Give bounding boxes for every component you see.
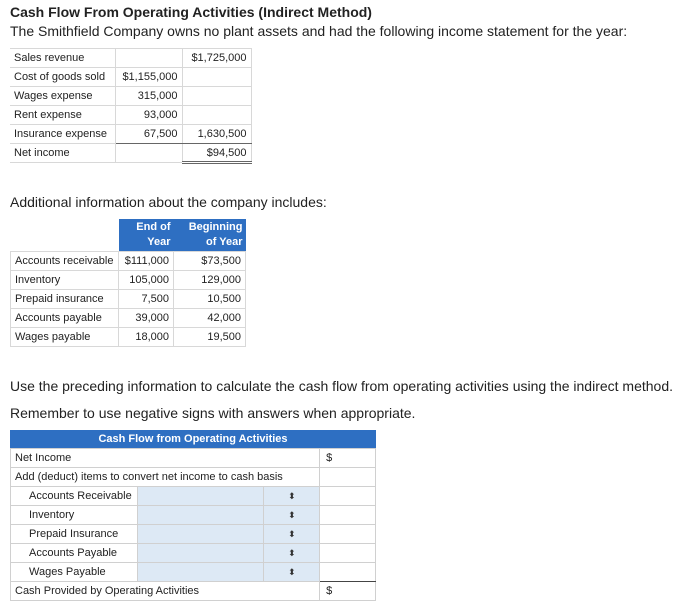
adjustment-row: [11, 544, 376, 563]
adjustment-label: Wages Payable: [11, 563, 138, 582]
end-value: 7,500: [119, 290, 174, 309]
accounts-payable-input[interactable]: [138, 544, 264, 563]
adjust-label: Add (deduct) items to convert net income to cash basis: [11, 468, 320, 487]
prepaid-insurance-input[interactable]: [138, 525, 264, 544]
adjustment-row: [11, 563, 376, 582]
begin-value: $73,500: [174, 252, 246, 271]
row-label: Wages payable: [11, 328, 119, 347]
column-value: $1,155,000: [115, 68, 182, 87]
begin-value: 10,500: [174, 290, 246, 309]
column-value: [115, 144, 182, 163]
row-label: Prepaid insurance: [11, 290, 119, 309]
instruction-text: Use the preceding information to calculate the cash flow from operating activities using the indirect method.: [10, 378, 674, 394]
empty-cell: [320, 468, 376, 487]
wages-payable-input[interactable]: [138, 563, 264, 582]
empty-cell: [320, 563, 376, 582]
sign-select[interactable]: [264, 544, 320, 563]
sign-select[interactable]: [264, 563, 320, 582]
net-income-row: [11, 449, 376, 468]
balance-table: [10, 219, 246, 347]
empty-header: [11, 219, 119, 252]
column-value: 315,000: [115, 87, 182, 106]
row-label: Cost of goods sold: [10, 68, 115, 87]
table-row: [11, 252, 246, 271]
accounts-receivable-input[interactable]: [138, 487, 264, 506]
total-input[interactable]: [320, 582, 376, 601]
empty-cell: [320, 525, 376, 544]
net-income-label: Net Income: [11, 449, 320, 468]
total-value: $94,500: [182, 144, 251, 163]
table-row: [10, 87, 251, 106]
total-value: [182, 106, 251, 125]
currency-symbol: $: [326, 452, 333, 464]
table-row: [10, 68, 251, 87]
total-value: $1,725,000: [182, 49, 251, 68]
empty-cell: [320, 487, 376, 506]
end-value: 18,000: [119, 328, 174, 347]
table-row: [10, 144, 251, 163]
total-value: [182, 68, 251, 87]
begin-value: 129,000: [174, 271, 246, 290]
row-label: Sales revenue: [10, 49, 115, 68]
sign-select[interactable]: [264, 506, 320, 525]
cash-flow-form: [10, 430, 376, 601]
adjust-header-row: [11, 468, 376, 487]
header-beginning-of-year: Beginning of Year: [174, 219, 246, 252]
row-label: Wages expense: [10, 87, 115, 106]
instruction-note: Remember to use negative signs with answers when appropriate.: [10, 405, 416, 421]
column-value: 93,000: [115, 106, 182, 125]
row-label: Accounts receivable: [11, 252, 119, 271]
up-down-arrows-icon: ⬍: [287, 510, 296, 520]
up-down-arrows-icon: ⬍: [287, 567, 296, 577]
net-income-input[interactable]: [320, 449, 376, 468]
problem-description: The Smithfield Company owns no plant assets and had the following income statement for the year:: [10, 23, 628, 39]
begin-value: 42,000: [174, 309, 246, 328]
table-row: [11, 328, 246, 347]
table-header-row: [11, 219, 246, 252]
empty-cell: [320, 506, 376, 525]
begin-value: 19,500: [174, 328, 246, 347]
row-label: Insurance expense: [10, 125, 115, 144]
up-down-arrows-icon: ⬍: [287, 548, 296, 558]
adjustment-row: [11, 525, 376, 544]
header-end-of-year: End of Year: [119, 219, 174, 252]
sign-select[interactable]: [264, 525, 320, 544]
column-value: 67,500: [115, 125, 182, 144]
additional-info-text: Additional information about the company includes:: [10, 194, 327, 210]
table-row: [10, 106, 251, 125]
up-down-arrows-icon: ⬍: [287, 529, 296, 539]
total-value: 1,630,500: [182, 125, 251, 144]
row-label: Rent expense: [10, 106, 115, 125]
adjustment-label: Accounts Payable: [11, 544, 138, 563]
end-value: 39,000: [119, 309, 174, 328]
cash-flow-table: [10, 448, 376, 601]
table-row: [11, 271, 246, 290]
total-label: Cash Provided by Operating Activities: [11, 582, 320, 601]
currency-symbol: $: [326, 585, 333, 597]
adjustment-row: [11, 487, 376, 506]
row-label: Inventory: [11, 271, 119, 290]
row-label: Accounts payable: [11, 309, 119, 328]
adjustment-row: [11, 506, 376, 525]
end-value: 105,000: [119, 271, 174, 290]
adjustment-label: Accounts Receivable: [11, 487, 138, 506]
adjustment-label: Prepaid Insurance: [11, 525, 138, 544]
table-row: [10, 125, 251, 144]
column-value: [115, 49, 182, 68]
page-title: Cash Flow From Operating Activities (Indirect Method): [10, 4, 372, 20]
table-row: [11, 290, 246, 309]
total-value: [182, 87, 251, 106]
inventory-input[interactable]: [138, 506, 264, 525]
income-statement-table: [10, 48, 252, 164]
end-value: $111,000: [119, 252, 174, 271]
adjustment-label: Inventory: [11, 506, 138, 525]
up-down-arrows-icon: ⬍: [287, 491, 296, 501]
total-row: [11, 582, 376, 601]
empty-cell: [320, 544, 376, 563]
table-row: [11, 309, 246, 328]
cash-flow-header: Cash Flow from Operating Activities: [10, 430, 376, 448]
row-label: Net income: [10, 144, 115, 163]
sign-select[interactable]: [264, 487, 320, 506]
table-row: [10, 49, 251, 68]
